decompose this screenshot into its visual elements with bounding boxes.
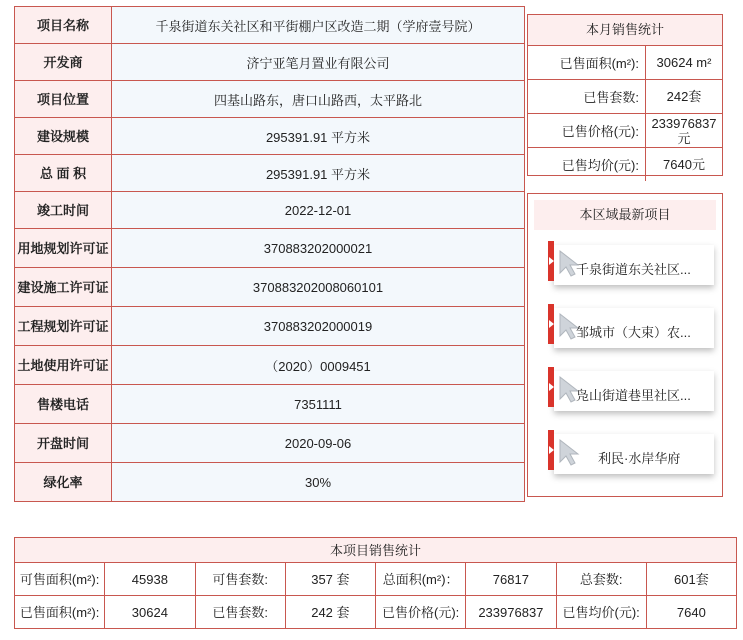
total-units-value: 601套 bbox=[646, 563, 736, 596]
avail-units-label: 可售套数: bbox=[195, 563, 285, 596]
info-row bbox=[15, 229, 525, 268]
project-info-table bbox=[14, 6, 525, 502]
arrow-right-icon bbox=[549, 383, 554, 391]
latest-project-name: 利民·水岸华府 bbox=[598, 451, 681, 466]
info-label: 竣工时间 bbox=[15, 192, 112, 229]
sold-price-label: 已售价格(元): bbox=[376, 596, 466, 629]
project-sales-table bbox=[14, 537, 737, 629]
info-value: 370883202000021 bbox=[112, 229, 525, 268]
avail-units-value: 357 套 bbox=[285, 563, 375, 596]
info-row bbox=[15, 118, 525, 155]
info-value: 千泉街道东关社区和平街棚户区改造二期（学府壹号院） bbox=[112, 7, 525, 44]
info-value: 295391.91 平方米 bbox=[112, 118, 525, 155]
info-value: 7351111 bbox=[112, 385, 525, 424]
info-row bbox=[15, 155, 525, 192]
latest-project-name: 千泉街道东关社区... bbox=[576, 262, 691, 277]
latest-project-name: 凫山街道巷里社区... bbox=[576, 388, 691, 403]
info-row bbox=[15, 346, 525, 385]
sold-price-value: 233976837 bbox=[466, 596, 556, 629]
monthly-avg-price-label: 已售均价(元): bbox=[528, 148, 646, 182]
latest-projects-title: 本区域最新项目 bbox=[534, 200, 716, 230]
avail-area-value: 45938 bbox=[105, 563, 195, 596]
info-label: 用地规划许可证 bbox=[15, 229, 112, 268]
info-label: 土地使用许可证 bbox=[15, 346, 112, 385]
avg-price-value: 7640 bbox=[646, 596, 736, 629]
info-value: 370883202000019 bbox=[112, 307, 525, 346]
info-value: 295391.91 平方米 bbox=[112, 155, 525, 192]
info-label: 建设施工许可证 bbox=[15, 268, 112, 307]
info-label: 绿化率 bbox=[15, 463, 112, 502]
monthly-sales-panel bbox=[527, 14, 723, 176]
info-row bbox=[15, 7, 525, 44]
info-row bbox=[15, 385, 525, 424]
sold-units-value: 242 套 bbox=[285, 596, 375, 629]
latest-project-link[interactable] bbox=[546, 430, 714, 474]
sold-area-label: 已售面积(m²): bbox=[15, 596, 105, 629]
info-row bbox=[15, 44, 525, 81]
monthly-avg-price-value: 7640元 bbox=[646, 148, 723, 182]
sold-area-value: 30624 bbox=[105, 596, 195, 629]
avg-price-label: 已售均价(元): bbox=[556, 596, 646, 629]
monthly-sold-price-label: 已售价格(元): bbox=[528, 114, 646, 148]
monthly-sold-units-label: 已售套数: bbox=[528, 80, 646, 114]
total-area-label: 总面积(m²)： bbox=[376, 563, 466, 596]
info-row bbox=[15, 307, 525, 346]
project-sales-title: 本项目销售统计 bbox=[15, 538, 737, 563]
info-row bbox=[15, 424, 525, 463]
info-value: 30% bbox=[112, 463, 525, 502]
latest-project-link[interactable] bbox=[546, 367, 714, 411]
monthly-sold-price-value: 233976837元 bbox=[646, 114, 723, 148]
info-value: （2020）0009451 bbox=[112, 346, 525, 385]
info-row bbox=[15, 81, 525, 118]
info-row bbox=[15, 268, 525, 307]
arrow-right-icon bbox=[549, 320, 554, 328]
latest-project-link[interactable] bbox=[546, 304, 714, 348]
monthly-sold-units-value: 242套 bbox=[646, 80, 723, 114]
latest-projects-panel bbox=[527, 193, 723, 497]
monthly-sold-area-label: 已售面积(m²): bbox=[528, 46, 646, 80]
info-value: 济宁亚笔月置业有限公司 bbox=[112, 44, 525, 81]
monthly-sold-area-value: 30624 m² bbox=[656, 55, 712, 70]
info-label: 工程规划许可证 bbox=[15, 307, 112, 346]
info-row bbox=[15, 192, 525, 229]
cursor-icon bbox=[556, 436, 582, 466]
info-label: 总 面 积 bbox=[15, 155, 112, 192]
info-label: 开发商 bbox=[15, 44, 112, 81]
sold-units-label: 已售套数: bbox=[195, 596, 285, 629]
arrow-right-icon bbox=[549, 257, 554, 265]
avail-area-label: 可售面积(m²): bbox=[15, 563, 105, 596]
info-value: 370883202008060101 bbox=[112, 268, 525, 307]
info-label: 建设规模 bbox=[15, 118, 112, 155]
info-row bbox=[15, 463, 525, 502]
info-label: 开盘时间 bbox=[15, 424, 112, 463]
info-label: 项目位置 bbox=[15, 81, 112, 118]
info-value: 2020-09-06 bbox=[112, 424, 525, 463]
info-value: 2022-12-01 bbox=[112, 192, 525, 229]
latest-project-name: 邹城市（大束）农... bbox=[576, 325, 691, 340]
total-units-label: 总套数: bbox=[556, 563, 646, 596]
latest-project-link[interactable] bbox=[546, 241, 714, 285]
info-value: 四基山路东，唐口山路西，太平路北 bbox=[112, 81, 525, 118]
info-label: 售楼电话 bbox=[15, 385, 112, 424]
arrow-right-icon bbox=[549, 446, 554, 454]
info-label: 项目名称 bbox=[15, 7, 112, 44]
monthly-sales-title: 本月销售统计 bbox=[528, 15, 722, 46]
total-area-value: 76817 bbox=[466, 563, 556, 596]
